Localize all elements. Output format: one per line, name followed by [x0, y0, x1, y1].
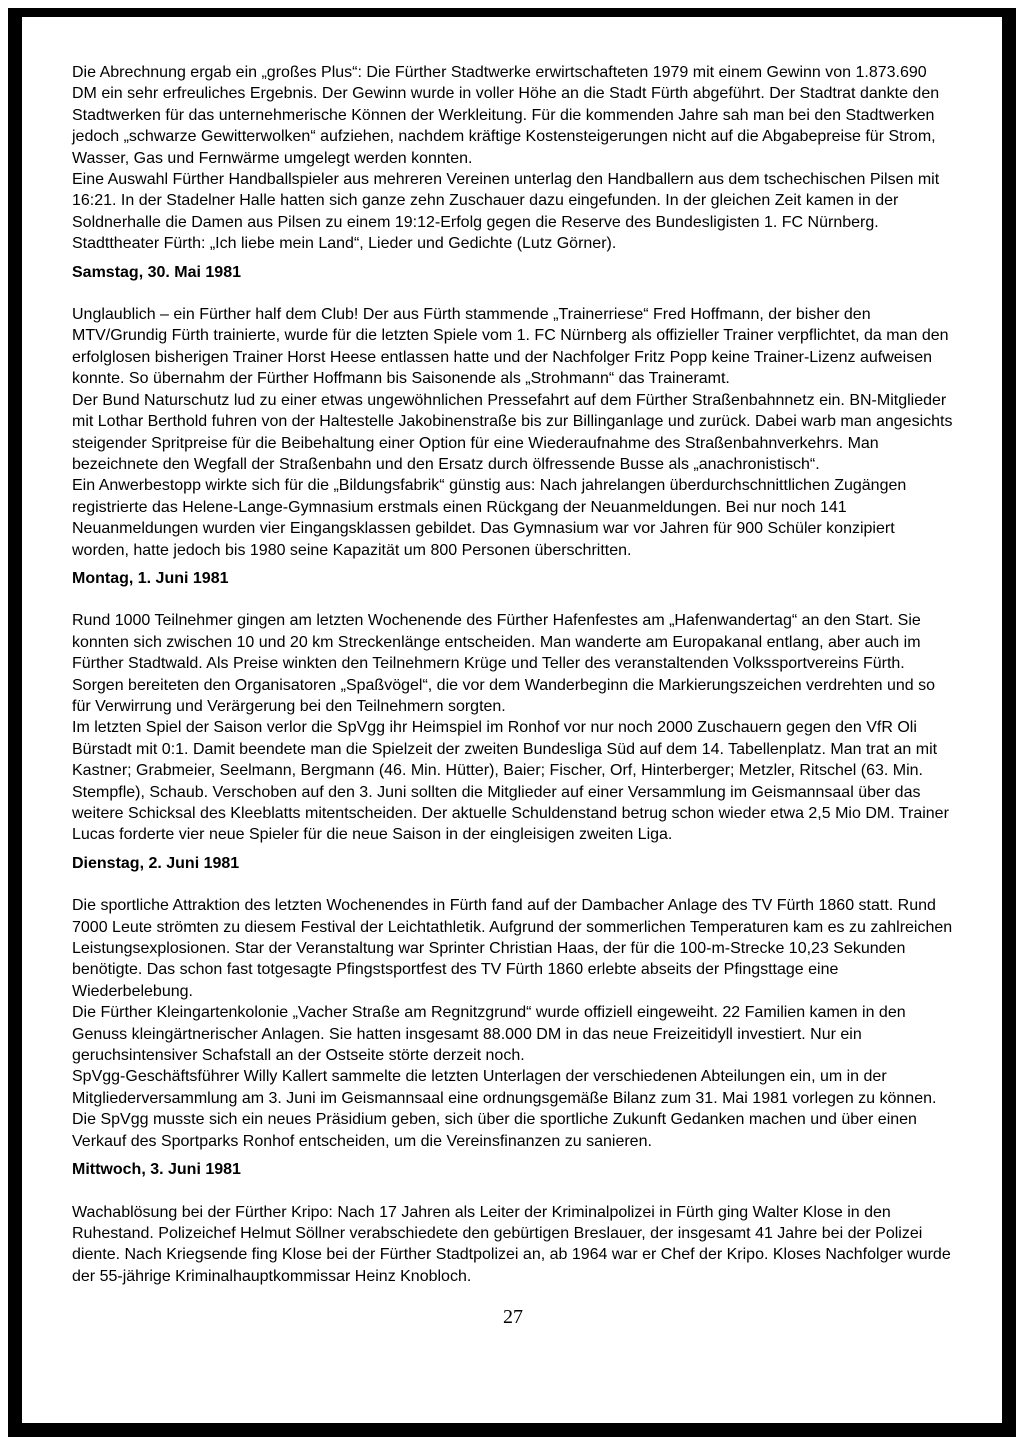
chronicle-entry: Der Bund Naturschutz lud zu einer etwas ungewöhnlichen Pressefahrt auf dem Fürther Straßenbahnnetz ein. BN-Mitglieder mit Lothar Berthold fuhren von der Haltestelle Jakobinenstraße bis zur Billinganlage und zurück. Dabei warb man angesichts steigender Spritpreise für die Beibehaltung einer Option für eine Wiederaufnahme des Straßenbahnverkehrs. Man bezeichnete den Wegfall der Straßenbahn und den Ersatz durch ölfressende Busse als „anachronistisch“. — [72, 391, 953, 473]
date-heading: Mittwoch, 3. Juni 1981 — [72, 1161, 241, 1179]
chronicle-entry: Im letzten Spiel der Saison verlor die SpVgg ihr Heimspiel im Ronhof vor nur noch 2000 Zuschauern gegen den VfR Oli Bürstadt mit 0:1. Damit beendete man die Spielzeit der zweiten Bundesliga Süd auf dem 14. Tabellenplatz. Man trat an mit Kastner; Grabmeier, Seelmann, Bergmann (46. Min. Hütter), Baier; Fischer, Orf, Hinterberger; Metzler, Ritschel (63. Min. Stempfle), Schaub. Verschoben auf den 3. Juni sollten die Mitglieder auf einer Versammlung im Geismannsaal über das weitere Schicksal des Kleeblatts mitentscheiden. Der aktuelle Schuldenstand betrug schon wieder etwa 2,5 Mio DM. Trainer Lucas forderte vier neue Spieler für die neue Saison in der eingleisigen zweiten Liga. — [72, 719, 949, 844]
date-heading: Dienstag, 2. Juni 1981 — [72, 854, 240, 872]
page-number: 27 — [503, 1306, 523, 1329]
text-content — [72, 62, 954, 1329]
chronicle-entry: Stadttheater Fürth: „Ich liebe mein Land“, Lieder und Gedichte (Lutz Görner). — [72, 235, 617, 253]
chronicle-entry: SpVgg-Geschäftsführer Willy Kallert sammelte die letzten Unterlagen der verschiedenen Abteilungen ein, um in der Mitgliederversammlung am 3. Juni im Geismannsaal eine ordnungsgemäße Bilanz zum 31. Mai 1981 vorlegen zu können. Die SpVgg musste sich ein neues Präsidium geben, sich über die sportliche Zukunft Gedanken machen und über einen Verkauf des Sportparks Ronhof entscheiden, um die Vereinsfinanzen zu sanieren. — [72, 1068, 937, 1150]
chronicle-entry: Ein Anwerbestopp wirkte sich für die „Bildungsfabrik“ günstig aus: Nach jahrelangen überdurchschnittlichen Zugängen registrierte das Helene-Lange-Gymnasium erstmals einen Rückgang der Neuanmeldungen. Bei nur noch 141 Neuanmeldungen wurden vier Eingangsklassen gebildet. Das Gymnasium war vor Jahren für 900 Schüler konzipiert worden, hatte jedoch bis 1980 seine Kapazität um 800 Personen überschritten. — [72, 477, 907, 559]
chronicle-entry: Unglaublich – ein Fürther half dem Club! Der aus Fürth stammende „Trainerriese“ Fred Hoffmann, der bisher den MTV/Grundig Fürth trainierte, wurde für die letzten Spiele vom 1. FC Nürnberg als offizieller Trainer verpflichtet, da man den erfolglosen bisherigen Trainer Horst Heese entlassen hatte und der Nachfolger Fritz Popp keine Trainer-Lizenz aufweisen konnte. So übernahm der Fürther Hoffmann bis Saisonende als „Strohmann“ das Traineramt. — [72, 306, 949, 388]
chronicle-entry: Eine Auswahl Fürther Handballspieler aus mehreren Vereinen unterlag den Handballern aus dem tschechischen Pilsen mit 16:21. In der Stadelner Halle hatten sich ganze zehn Zuschauer dazu eingefunden. In der gleichen Zeit kamen in der Soldnerhalle die Damen aus Pilsen zu einem 19:12-Erfolg gegen die Reserve des Bundesligisten 1. FC Nürnberg. — [72, 171, 940, 231]
date-heading: Samstag, 30. Mai 1981 — [72, 263, 241, 281]
chronicle-entry: Rund 1000 Teilnehmer gingen am letzten Wochenende des Fürther Hafenfestes am „Hafenwandertag“ an den Start. Sie konnten sich zwischen 10 und 20 km Streckenlänge entscheiden. Man wanderte am Europakanal entlang, aber auch im Fürther Stadtwald. Als Preise winkten den Teilnehmern Krüge und Teller des veranstaltenden Volkssportvereins Fürth. Sorgen bereiteten den Organisatoren „Spaßvögel“, die vor dem Wanderbeginn die Markierungszeichen verdrehten und so für Verwirrung und Verärgerung bei den Teilnehmern sorgten. — [72, 612, 936, 715]
chronicle-entry: Die Abrechnung ergab ein „großes Plus“: Die Fürther Stadtwerke erwirtschafteten 1979 mit einem Gewinn von 1.873.690 DM ein sehr erfreuliches Ergebnis. Der Gewinn wurde in voller Höhe an die Stadt Fürth abgeführt. Der Stadtrat dankte den Stadtwerken für das unternehmerische Können der Werkleitung. Für die kommenden Jahre sah man bei den Stadtwerken jedoch „schwarze Gewitterwolken“ aufziehen, nachdem kräftige Kostensteigerungen nicht auf die Abgabepreise für Strom, Wasser, Gas und Fernwärme umgelegt werden konnten. — [72, 64, 940, 167]
date-heading: Montag, 1. Juni 1981 — [72, 569, 229, 587]
chronicle-entry: Die sportliche Attraktion des letzten Wochenendes in Fürth fand auf der Dambacher Anlage des TV Fürth 1860 statt. Rund 7000 Leute strömten zu diesem Festival der Leichtathletik. Aufgrund der sommerlichen Temperaturen kam es zu zahlreichen Leistungsexplosionen. Star der Veranstaltung war Sprinter Christian Haas, der für die 100-m-Strecke 10,23 Sekunden benötigte. Das schon fast totgesagte Pfingstsportfest des TV Fürth 1860 erlebte abseits der Pfingsttage eine Wiederbelebung. — [72, 897, 953, 1000]
chronicle-entry: Wachablösung bei der Fürther Kripo: Nach 17 Jahren als Leiter der Kriminalpolizei in Fürth ging Walter Klose in den Ruhestand. Polizeichef Helmut Söllner verabschiedete den gebürtigen Breslauer, der insgesamt 41 Jahre bei der Polizei diente. Nach Kriegsende fing Klose bei der Fürther Stadtpolizei an, ab 1964 war er Chef der Kripo. Kloses Nachfolger wurde der 55-jährige Kriminalhauptkommissar Heinz Knobloch. — [72, 1203, 951, 1285]
chronicle-entry: Die Fürther Kleingartenkolonie „Vacher Straße am Regnitzgrund“ wurde offiziell eingeweiht. 22 Familien kamen in den Genuss kleingärtnerischer Anlagen. Sie hatten insgesamt 88.000 DM in das neue Freizeitidyll investiert. Nur ein geruchsintensiver Schafstall an der Ostseite störte derzeit noch. — [72, 1004, 906, 1065]
